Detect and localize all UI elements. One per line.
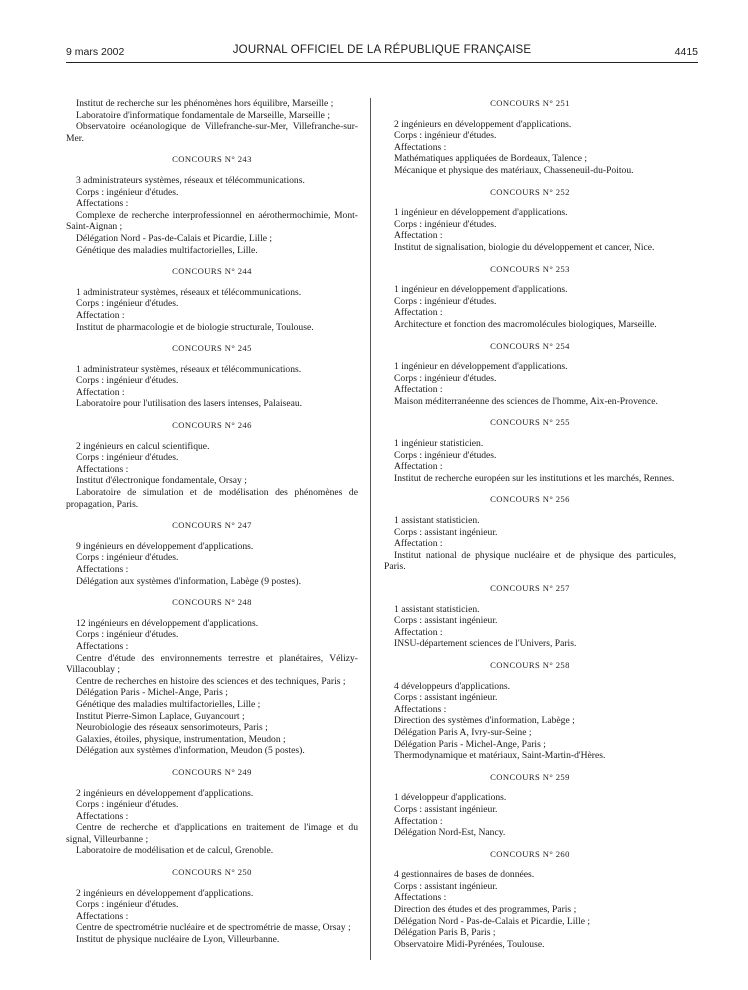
concours-line: Corps : ingénieur d'études. xyxy=(76,186,179,198)
concours-line: Institut de physique nucléaire de Lyon, Villeurbanne. xyxy=(76,934,280,946)
concours-line: Institut de pharmacologie et de biologie structurale, Toulouse. xyxy=(76,321,314,333)
concours-line: Direction des études et des programmes, Paris ; xyxy=(394,904,577,916)
concours-heading: CONCOURS N° 259 xyxy=(490,771,570,782)
concours-heading: CONCOURS N° 255 xyxy=(490,417,570,428)
concours-line: INSU-département sciences de l'Univers, Paris. xyxy=(394,638,577,650)
concours-line: Affectations : xyxy=(394,703,447,715)
concours-line: Affectation : xyxy=(394,626,443,638)
concours-line: Délégation Paris - Michel-Ange, Paris ; xyxy=(76,687,228,699)
concours-line: Centre de recherche et d'applications en traitement de l'image et du signal, Villeurbanne ; xyxy=(66,822,358,845)
concours-heading: CONCOURS N° 248 xyxy=(172,597,252,608)
concours-line: Galaxies, étoiles, physique, instrumentation, Meudon ; xyxy=(76,733,286,745)
concours-line: Délégation Nord-Est, Nancy. xyxy=(394,827,506,839)
concours-line: 1 administrateur systèmes, réseaux et télécommunications. xyxy=(76,286,302,298)
concours-line: Neurobiologie des réseaux sensorimoteurs, Paris ; xyxy=(76,722,268,734)
concours-line: Corps : ingénieur d'études. xyxy=(76,375,179,387)
concours-line: 1 ingénieur statisticien. xyxy=(394,438,484,450)
concours-heading: CONCOURS N° 257 xyxy=(490,583,570,593)
concours-257 xyxy=(384,583,676,650)
concours-249 xyxy=(66,767,358,857)
concours-line: Corps : ingénieur d'études. xyxy=(76,899,179,911)
concours-line: Affectations : xyxy=(76,640,129,652)
concours-line: Institut national de physique nucléaire et de physique des particules, Paris. xyxy=(384,549,676,573)
concours-heading: CONCOURS N° 256 xyxy=(490,494,570,505)
concours-line: Laboratoire de simulation et de modélisation des phénomènes de propagation, Paris. xyxy=(66,487,358,510)
column-divider xyxy=(370,98,371,960)
concours-heading: CONCOURS N° 250 xyxy=(172,867,252,878)
concours-heading: CONCOURS N° 243 xyxy=(172,154,252,165)
concours-line: Corps : ingénieur d'études. xyxy=(394,218,497,230)
concours-256 xyxy=(384,494,676,573)
concours-253 xyxy=(384,264,676,331)
concours-260 xyxy=(384,849,676,951)
header-date: 9 mars 2002 xyxy=(66,46,125,58)
concours-heading: CONCOURS N° 254 xyxy=(490,340,570,351)
concours-243 xyxy=(66,154,358,256)
concours-247 xyxy=(66,520,358,587)
concours-line: Délégation Paris - Michel-Ange, Paris ; xyxy=(394,738,546,750)
concours-246 xyxy=(66,420,358,510)
concours-line: 1 ingénieur en développement d'applications. xyxy=(394,284,568,296)
concours-line: Corps : assistant ingénieur. xyxy=(394,615,498,627)
concours-line: Délégation aux systèmes d'information, Meudon (5 postes). xyxy=(76,745,305,757)
concours-line: Centre de spectrométrie nucléaire et de spectrométrie de masse, Orsay ; xyxy=(76,922,351,934)
concours-line: Mécanique et physique des matériaux, Chasseneuil-du-Poitou. xyxy=(394,164,634,176)
concours-250 xyxy=(66,867,358,946)
concours-line: 1 assistant statisticien. xyxy=(394,603,480,615)
concours-line: Corps : ingénieur d'études. xyxy=(76,629,179,641)
concours-251 xyxy=(384,98,676,177)
concours-line: Génétique des maladies multifactorielles, Lille. xyxy=(76,244,258,256)
concours-line: 12 ingénieurs en développement d'applications. xyxy=(76,617,259,629)
left-column xyxy=(66,98,358,946)
journal-title: JOURNAL OFFICIEL DE LA RÉPUBLIQUE FRANÇAISE xyxy=(232,44,532,56)
concours-255 xyxy=(384,417,676,484)
concours-line: 1 ingénieur en développement d'applications. xyxy=(394,207,568,219)
concours-line: Centre de recherches en histoire des sciences et des techniques, Paris ; xyxy=(76,675,346,687)
concours-heading: CONCOURS N° 249 xyxy=(172,766,252,777)
concours-line: Corps : ingénieur d'études. xyxy=(394,449,497,461)
concours-line: Affectation : xyxy=(394,230,443,242)
concours-line: Institut d'électronique fondamentale, Orsay ; xyxy=(76,475,247,487)
concours-line: Observatoire Midi-Pyrénées, Toulouse. xyxy=(394,938,545,950)
concours-line: 9 ingénieurs en développement d'applications. xyxy=(76,540,254,552)
concours-line: 4 développeurs d'applications. xyxy=(394,680,511,692)
concours-line: 4 gestionnaires de bases de données. xyxy=(394,869,535,881)
concours-259 xyxy=(384,772,676,839)
concours-245 xyxy=(66,343,358,410)
concours-line: 3 administrateurs systèmes, réseaux et télécommunications. xyxy=(76,174,305,186)
concours-252 xyxy=(384,187,676,254)
header-rule xyxy=(66,62,698,63)
concours-line: Affectation : xyxy=(394,538,443,550)
concours-line: 1 développeur d'applications. xyxy=(394,792,507,804)
concours-heading: CONCOURS N° 245 xyxy=(172,343,252,354)
concours-line: Complexe de recherche interprofessionnel en aérothermochimie, Mont-Saint-Aignan ; xyxy=(66,209,358,233)
concours-line: Corps : ingénieur d'études. xyxy=(394,130,497,142)
concours-line: Thermodynamique et matériaux, Saint-Martin-d'Hères. xyxy=(394,750,606,762)
concours-heading: CONCOURS N° 251 xyxy=(490,98,570,108)
concours-line: Mathématiques appliquées de Bordeaux, Talence ; xyxy=(394,153,588,165)
concours-line: Affectation : xyxy=(394,307,443,319)
concours-heading: CONCOURS N° 247 xyxy=(172,520,252,531)
concours-258 xyxy=(384,660,676,762)
page-number: 4415 xyxy=(674,46,698,58)
concours-248 xyxy=(66,597,358,757)
concours-line: Affectations : xyxy=(394,141,447,153)
concours-line: Affectation : xyxy=(394,461,443,473)
concours-line: Affectations : xyxy=(76,810,129,822)
concours-line: Corps : ingénieur d'études. xyxy=(76,552,179,564)
concours-line: Délégation Paris A, Ivry-sur-Seine ; xyxy=(394,726,532,738)
concours-line: Laboratoire de modélisation et de calcul, Grenoble. xyxy=(76,845,274,857)
concours-line: 1 administrateur systèmes, réseaux et télécommunications. xyxy=(76,363,302,375)
intro-section xyxy=(66,98,358,144)
concours-line: Corps : ingénieur d'études. xyxy=(76,298,179,310)
intro-line: Laboratoire d'informatique fondamentale de Marseille, Marseille ; xyxy=(76,109,331,121)
concours-244 xyxy=(66,266,358,333)
concours-line: Corps : ingénieur d'études. xyxy=(394,372,497,384)
concours-line: Affectation : xyxy=(76,386,125,398)
concours-line: Corps : assistant ingénieur. xyxy=(394,692,498,704)
concours-line: Maison méditerranéenne des sciences de l'homme, Aix-en-Provence. xyxy=(394,395,658,407)
concours-line: Délégation Nord - Pas-de-Calais et Picardie, Lille ; xyxy=(76,232,273,244)
concours-line: Direction des systèmes d'information, Labège ; xyxy=(394,715,575,727)
concours-line: Affectations : xyxy=(76,463,129,475)
concours-line: Délégation Nord - Pas-de-Calais et Picardie, Lille ; xyxy=(394,915,591,927)
concours-line: Affectations : xyxy=(76,564,129,575)
concours-heading: CONCOURS N° 246 xyxy=(172,420,252,431)
concours-line: Affectations : xyxy=(394,892,447,904)
concours-line: 2 ingénieurs en développement d'applications. xyxy=(394,118,572,130)
page-header xyxy=(66,44,698,60)
intro-line: Institut de recherche sur les phénomènes hors équilibre, Marseille ; xyxy=(76,98,334,109)
right-column xyxy=(384,98,676,950)
concours-line: Affectation : xyxy=(76,309,125,321)
concours-line: 1 ingénieur en développement d'applications. xyxy=(394,361,568,373)
concours-line: Institut de recherche européen sur les institutions et les marchés, Rennes. xyxy=(394,472,675,484)
concours-line: Centre d'étude des environnements terrestre et planétaires, Vélizy-Villacoublay ; xyxy=(66,652,358,676)
concours-line: Affectation : xyxy=(394,384,443,396)
concours-line: Corps : assistant ingénieur. xyxy=(394,803,498,815)
concours-heading: CONCOURS N° 258 xyxy=(490,659,570,670)
concours-line: 1 assistant statisticien. xyxy=(394,515,480,527)
concours-line: 2 ingénieurs en développement d'applications. xyxy=(76,787,254,799)
concours-line: Affectation : xyxy=(394,815,443,827)
concours-line: Corps : assistant ingénieur. xyxy=(394,880,498,892)
concours-line: Délégation aux systèmes d'information, Labège (9 postes). xyxy=(76,575,301,587)
concours-line: Affectations : xyxy=(76,198,129,210)
concours-heading: CONCOURS N° 244 xyxy=(172,266,252,277)
concours-line: Institut de signalisation, biologie du développement et cancer, Nice. xyxy=(394,241,655,253)
concours-line: Corps : ingénieur d'études. xyxy=(76,799,179,811)
concours-line: Corps : ingénieur d'études. xyxy=(76,452,179,464)
concours-line: Laboratoire pour l'utilisation des lasers intenses, Palaiseau. xyxy=(76,398,303,410)
concours-line: 2 ingénieurs en calcul scientifique. xyxy=(76,440,210,452)
concours-heading: CONCOURS N° 260 xyxy=(490,848,570,859)
concours-line: Corps : ingénieur d'études. xyxy=(394,295,497,307)
concours-line: 2 ingénieurs en développement d'applications. xyxy=(76,887,254,899)
concours-line: Architecture et fonction des macromolécules biologiques, Marseille. xyxy=(394,318,657,330)
intro-line: Observatoire océanologique de Villefranche-sur-Mer, Villefranche-sur-Mer. xyxy=(66,121,358,144)
concours-line: Délégation Paris B, Paris ; xyxy=(394,927,496,939)
concours-254 xyxy=(384,341,676,408)
concours-heading: CONCOURS N° 252 xyxy=(490,186,570,197)
concours-line: Institut Pierre-Simon Laplace, Guyancourt ; xyxy=(76,710,245,722)
concours-heading: CONCOURS N° 253 xyxy=(490,263,570,274)
concours-line: Génétique des maladies multifactorielles, Lille ; xyxy=(76,698,261,710)
concours-line: Corps : assistant ingénieur. xyxy=(394,526,498,538)
concours-line: Affectations : xyxy=(76,910,129,922)
